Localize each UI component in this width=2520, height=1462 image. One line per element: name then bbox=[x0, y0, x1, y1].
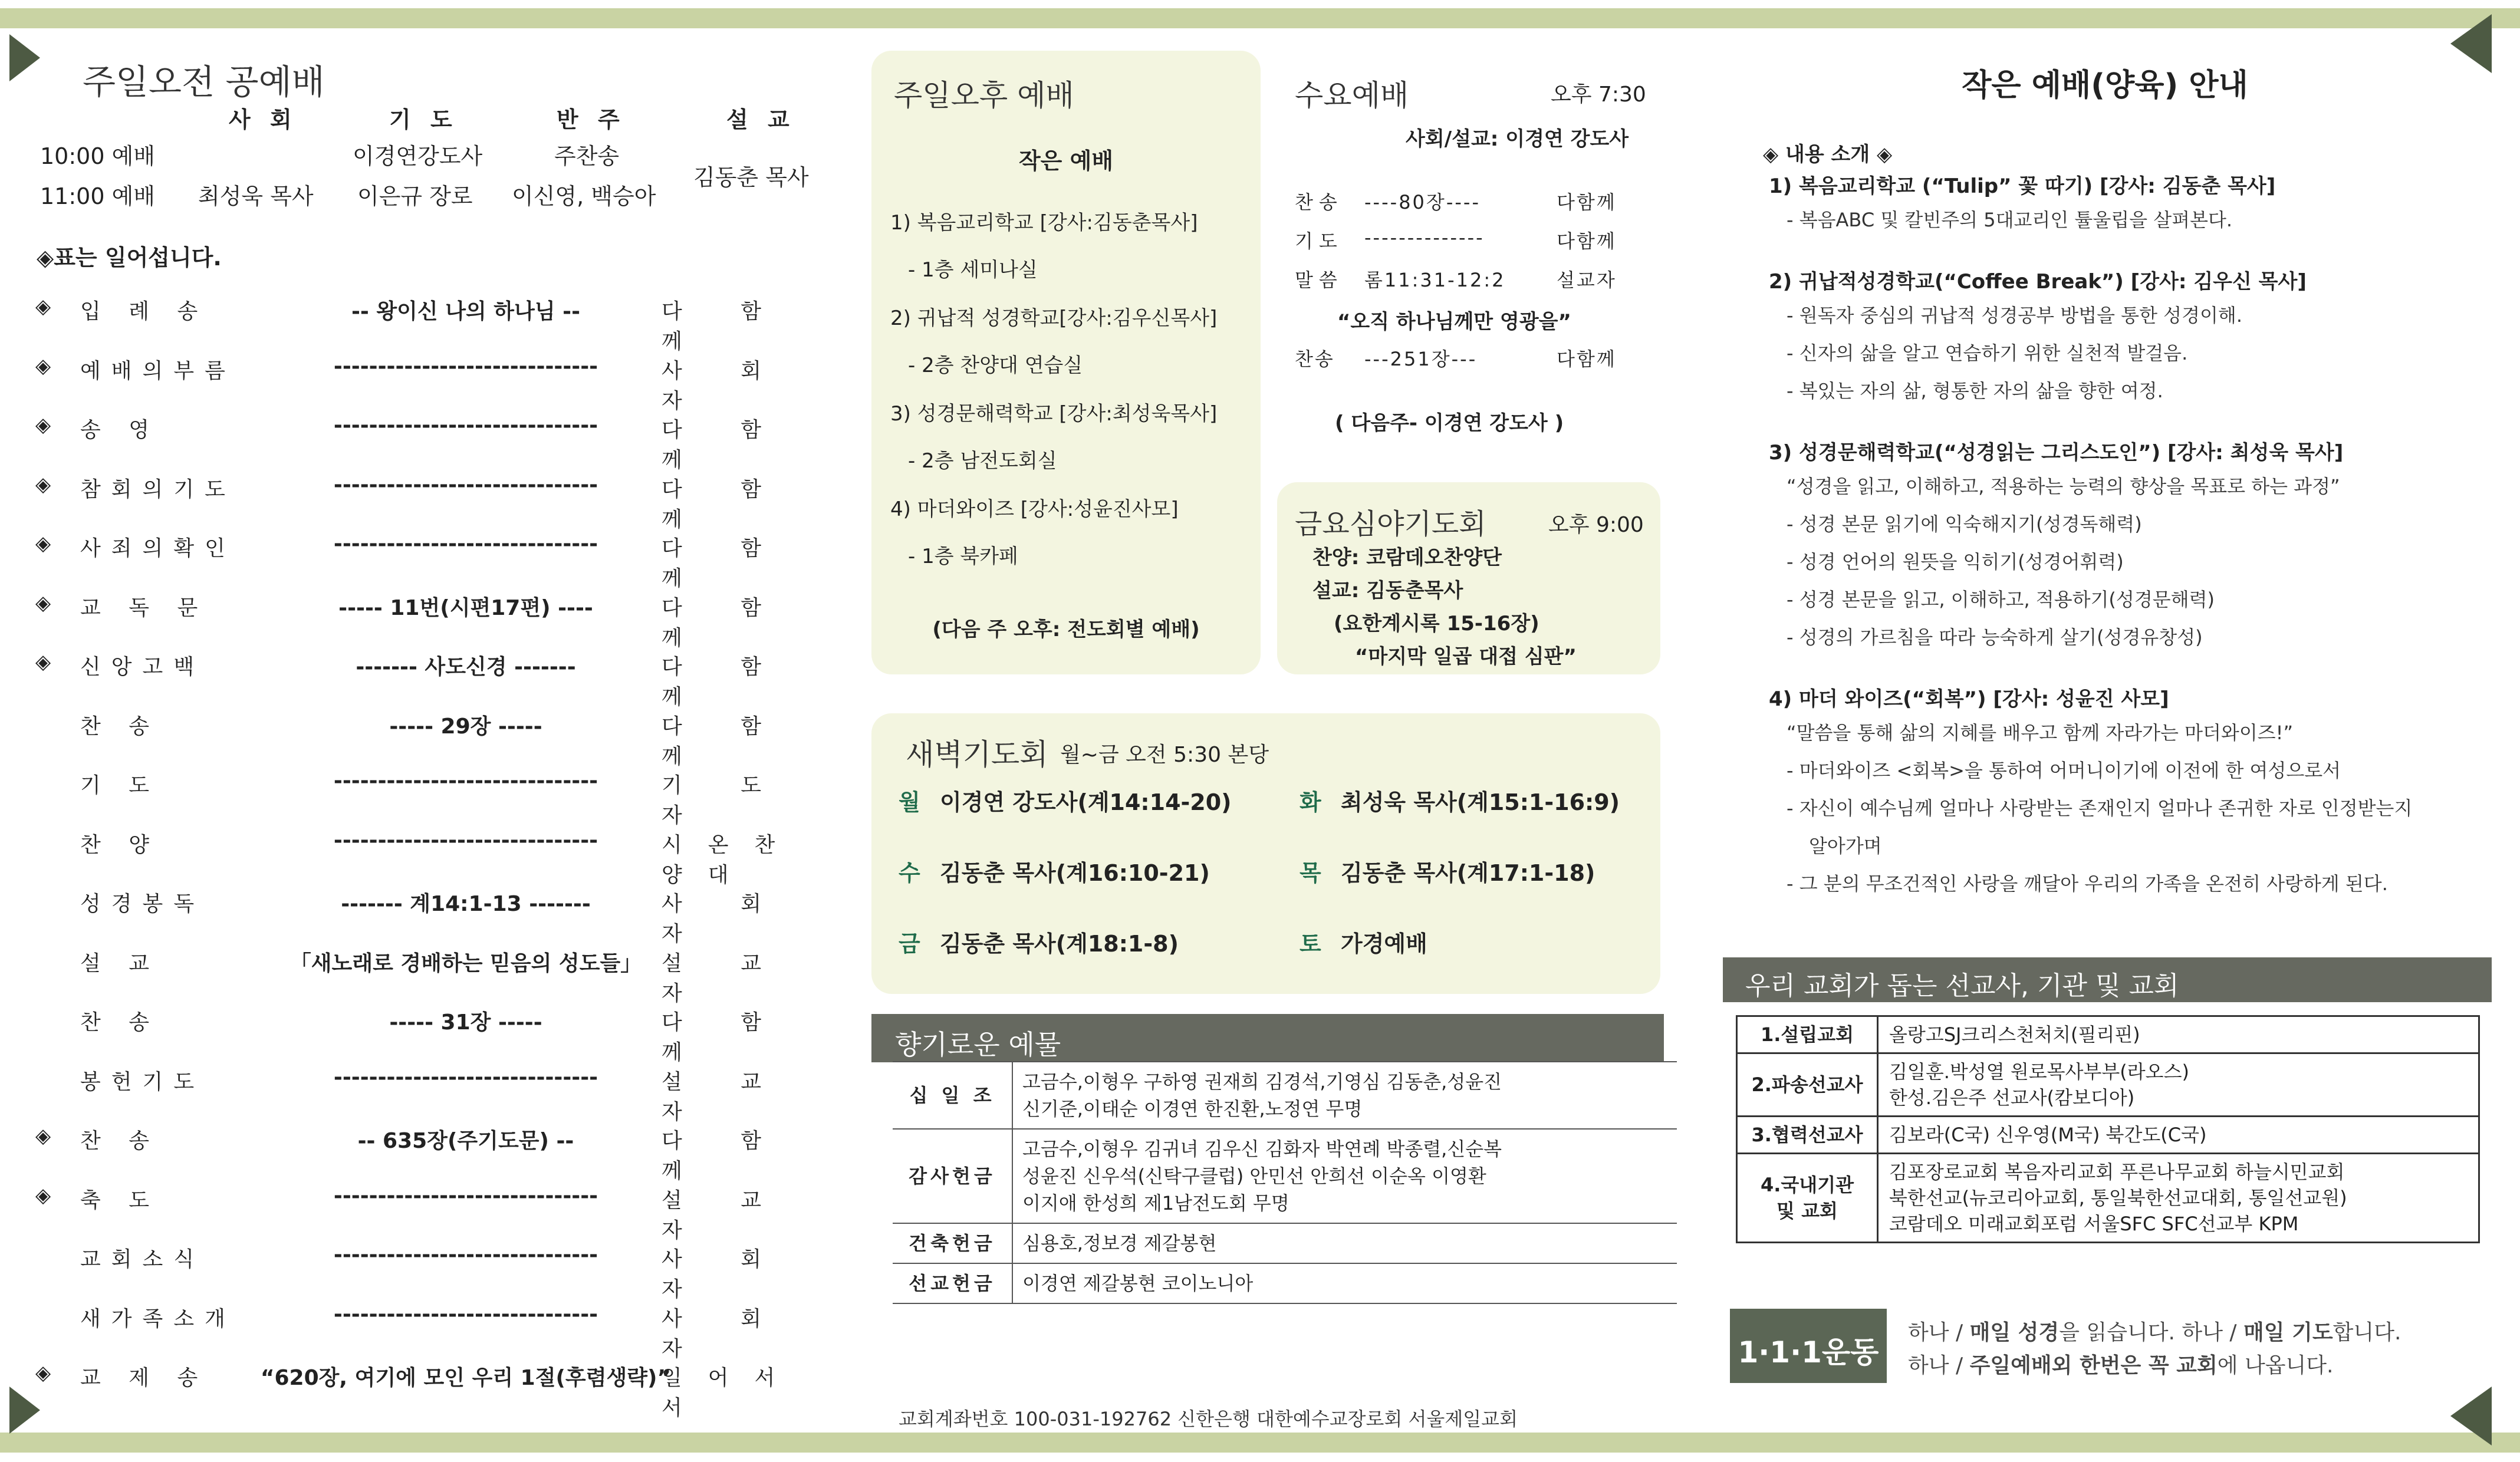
worship-detail: “620장, 여기에 모인 우리 1절(후렴생략)” bbox=[260, 1366, 672, 1390]
row2-prayer: 이은규 장로 bbox=[357, 183, 473, 209]
standing-mark: ◈ bbox=[35, 591, 51, 615]
worship-detail: ----- 31장 ----- bbox=[389, 1010, 542, 1035]
dawn-day: 목 bbox=[1300, 860, 1321, 886]
worship-row bbox=[35, 1361, 825, 1420]
worship-participant: 다 함 께 bbox=[662, 536, 787, 591]
offering-name-line: 성윤진 신우석(신탁구클럽) 안민선 안희선 이순옥 이영환 bbox=[1022, 1165, 1486, 1187]
missions-label: 4.국내기관 및 교회 bbox=[1737, 1154, 1878, 1243]
section-line: - 성경 언어의 원뜻을 익히기(성경어휘력) bbox=[1787, 551, 2124, 573]
worship-participant: 다 함 께 bbox=[662, 299, 787, 354]
worship-participant: 다 함 께 bbox=[662, 1129, 787, 1183]
offering-row bbox=[893, 1129, 1677, 1223]
movement-l1-a: 하나 / bbox=[1908, 1321, 1970, 1345]
standing-mark: ◈ bbox=[35, 1183, 51, 1207]
wed-row-mid: 롬11:31-12:2 bbox=[1364, 269, 1506, 291]
standing-mark: ◈ bbox=[35, 650, 51, 674]
section-line: - 성경 본문 읽기에 익숙해지기(성경독해력) bbox=[1787, 513, 2142, 535]
offering-name-line: 고금수,이형우 김귀녀 김우신 김화자 박연례 박종렬,신순복 bbox=[1022, 1138, 1502, 1160]
wednesday-time: 오후 7:30 bbox=[1551, 83, 1646, 107]
worship-participant: 시온찬양대 bbox=[662, 832, 801, 887]
worship-row bbox=[35, 828, 825, 887]
friday-line-3: (요한계시록 15-16장) bbox=[1334, 612, 1539, 635]
dawn-preacher: 가경예배 bbox=[1341, 931, 1427, 957]
missions-row bbox=[1737, 1117, 2479, 1154]
account-info: 교회계좌번호 100-031-192762 신한은행 대한예수교장로회 서울제일교회 bbox=[899, 1408, 1518, 1430]
worship-row bbox=[35, 532, 825, 591]
bottom-border-band bbox=[0, 1433, 2520, 1453]
worship-row bbox=[35, 354, 825, 413]
offering-names bbox=[1012, 1062, 1677, 1129]
offering-label: 건축헌금 bbox=[893, 1223, 1012, 1263]
worship-item: 신앙고백 bbox=[80, 655, 205, 679]
worship-row bbox=[35, 887, 825, 946]
worship-row bbox=[35, 591, 825, 650]
dawn-preacher: 최성욱 목사(계15:1-16:9) bbox=[1341, 789, 1620, 815]
worship-row bbox=[35, 710, 825, 769]
movement-l2-b: 주일예배외 한번은 꼭 교회 bbox=[1969, 1354, 2218, 1378]
header-accompanist: 반 주 bbox=[557, 107, 626, 133]
worship-detail: ------- 사도신경 ------- bbox=[356, 655, 576, 679]
wednesday-sermon-title: “오직 하나님께만 영광을” bbox=[1337, 310, 1571, 334]
dawn-preacher: 김동춘 목사(계17:1-18) bbox=[1341, 860, 1595, 886]
section-heading: 4) 마더 와이즈(“회복”) [강사: 성윤진 사모] bbox=[1769, 687, 2169, 711]
worship-participant: 일어서서 bbox=[662, 1366, 801, 1420]
worship-item: 축 도 bbox=[80, 1188, 160, 1213]
dawn-preacher: 김동춘 목사(계18:1-8) bbox=[940, 931, 1179, 957]
worship-row bbox=[35, 1183, 825, 1243]
worship-detail: ------------------------------ bbox=[333, 472, 598, 497]
worship-detail: ------------------------------ bbox=[333, 769, 598, 793]
missions-names bbox=[1878, 1016, 2479, 1053]
worship-detail: ------------------------------ bbox=[333, 1065, 598, 1089]
movement-l2-a: 하나 / bbox=[1908, 1354, 1970, 1378]
missions-name-line: 김포장로교회 복음자리교회 푸른나무교회 하늘시민교회 bbox=[1889, 1161, 2345, 1183]
worship-item: 입 례 송 bbox=[80, 299, 209, 324]
dawn-day: 금 bbox=[899, 931, 920, 957]
worship-detail: ------------------------------ bbox=[333, 413, 598, 437]
section-heading: 1) 복음교리학교 (“Tulip” 꽃 따기) [강사: 김동춘 목사] bbox=[1769, 174, 2276, 198]
standing-mark: ◈ bbox=[35, 1124, 51, 1148]
section-heading: 3) 성경문해력학교(“성경읽는 그리스도인”) [강사: 최성욱 목사] bbox=[1769, 441, 2344, 465]
worship-item: 찬 송 bbox=[80, 1010, 160, 1035]
row1-accompanist: 주찬송 bbox=[554, 143, 620, 169]
missions-name-line: 한성.김은주 선교사(캄보디아) bbox=[1889, 1086, 2135, 1109]
section-line: - 원독자 중심의 귀납적 성경공부 방법을 통한 성경이해. bbox=[1787, 304, 2242, 327]
sunday-pm-subtitle: 작은 예배 bbox=[1018, 148, 1114, 174]
section-line: - 그 분의 무조건적인 사랑을 깨달아 우리의 가족을 온전히 사랑하게 된다. bbox=[1787, 872, 2388, 895]
wed-row-mid: ----80장---- bbox=[1364, 191, 1481, 213]
missions-names bbox=[1878, 1117, 2479, 1154]
worship-row bbox=[35, 1006, 825, 1065]
worship-participant: 설 교 자 bbox=[662, 951, 787, 1006]
worship-detail: -- 635장(주기도문) -- bbox=[357, 1129, 574, 1153]
dawn-day: 화 bbox=[1300, 789, 1321, 815]
movement-line-1 bbox=[1908, 1316, 2401, 1346]
offering-table bbox=[893, 1061, 1677, 1304]
worship-detail: ----- 11번(시편17편) ---- bbox=[338, 595, 593, 620]
worship-item: 기 도 bbox=[80, 773, 160, 798]
worship-row bbox=[35, 472, 825, 532]
worship-participant: 설 교 자 bbox=[662, 1069, 787, 1124]
worship-row bbox=[35, 295, 825, 354]
worship-detail: ------------------------------ bbox=[333, 1302, 598, 1326]
missions-name-line: 북한선교(뉴코리아교회, 통일북한선교대회, 통일선교원) bbox=[1889, 1187, 2347, 1209]
corner-ornament-bottom-right bbox=[2450, 1387, 2492, 1445]
offering-row bbox=[893, 1223, 1677, 1263]
worship-participant: 기 도 자 bbox=[662, 773, 787, 828]
worship-item: 참회의기도 bbox=[80, 477, 236, 502]
missions-names bbox=[1878, 1053, 2479, 1117]
dawn-day: 수 bbox=[899, 860, 920, 886]
pm-item-2-room: - 2층 찬양대 연습실 bbox=[908, 354, 1083, 377]
section-line: - 자신이 예수님께 얼마나 사랑받는 존재인지 얼마나 존귀한 자로 인정받는지 bbox=[1787, 797, 2413, 819]
worship-item: 찬 송 bbox=[80, 714, 160, 739]
friday-line-4: “마지막 일곱 대접 심판” bbox=[1355, 645, 1577, 669]
worship-item: 교회소식 bbox=[80, 1247, 205, 1272]
worship-item: 교 제 송 bbox=[80, 1366, 209, 1390]
wed-row-mid: -------------- bbox=[1364, 226, 1485, 249]
sunday-pm-title: 주일오후 예배 bbox=[894, 78, 1074, 113]
wed-row-who: 다함께 bbox=[1557, 230, 1617, 252]
service-time-1100: 11:00 예배 bbox=[40, 183, 156, 209]
standing-note: ◈표는 일어섭니다. bbox=[37, 245, 222, 271]
dawn-time: 월~금 오전 5:30 본당 bbox=[1060, 743, 1269, 767]
worship-detail: ----- 29장 ----- bbox=[389, 714, 542, 739]
standing-mark: ◈ bbox=[35, 413, 51, 437]
header-prayer: 기 도 bbox=[389, 107, 458, 133]
worship-row bbox=[35, 650, 825, 709]
wed-row-who: 다함께 bbox=[1557, 191, 1617, 213]
movement-l1-c: 을 읽습니다. 하나 / bbox=[2059, 1321, 2243, 1345]
worship-row bbox=[35, 413, 825, 472]
pm-item-1-room: - 1층 세미나실 bbox=[908, 258, 1038, 282]
movement-l2-c: 에 나옵니다. bbox=[2217, 1354, 2334, 1378]
missions-label: 2.파송선교사 bbox=[1737, 1053, 1878, 1117]
worship-detail: ------------------------------ bbox=[333, 354, 598, 378]
offering-name-line: 이경연 제갈봉현 코이노니아 bbox=[1022, 1272, 1254, 1295]
friday-line-1: 찬양: 코람데오찬양단 bbox=[1312, 546, 1502, 569]
movement-line-2 bbox=[1908, 1349, 2334, 1379]
wednesday-closing-mid: ---251장--- bbox=[1364, 348, 1478, 370]
offering-label: 십 일 조 bbox=[893, 1062, 1012, 1129]
offering-label: 감사헌금 bbox=[893, 1129, 1012, 1223]
worship-row bbox=[35, 1124, 825, 1183]
offering-names bbox=[1012, 1129, 1677, 1223]
offering-row bbox=[893, 1263, 1677, 1303]
worship-item: 사죄의확인 bbox=[80, 536, 236, 561]
worship-detail: ------------------------------ bbox=[333, 1243, 598, 1267]
offering-label: 선교헌금 bbox=[893, 1263, 1012, 1303]
dawn-preacher: 이경연 강도사(계14:14-20) bbox=[940, 789, 1232, 815]
preacher-name: 김동춘 목사 bbox=[693, 164, 809, 190]
pm-next-week: (다음 주 오후: 전도회별 예배) bbox=[932, 618, 1200, 641]
missions-label: 3.협력선교사 bbox=[1737, 1117, 1878, 1154]
worship-participant: 다 함 께 bbox=[662, 477, 787, 532]
worship-participant: 사 회 자 bbox=[662, 892, 787, 946]
missions-row bbox=[1737, 1053, 2479, 1117]
dawn-day: 월 bbox=[899, 789, 920, 815]
section-line: “말씀을 통해 삶의 지혜를 배우고 함께 자라가는 마더와이즈!” bbox=[1787, 722, 2294, 744]
offering-name-line: 신기준,이태순 이경연 한진환,노정연 무명 bbox=[1022, 1098, 1363, 1120]
worship-participant: 다 함 께 bbox=[662, 1010, 787, 1065]
wednesday-closing-who: 다함께 bbox=[1557, 348, 1617, 370]
service-time-1000: 10:00 예배 bbox=[40, 143, 156, 169]
top-border-band bbox=[0, 8, 2520, 28]
worship-detail: ------------------------------ bbox=[333, 1183, 598, 1208]
standing-mark: ◈ bbox=[35, 1361, 51, 1385]
row1-prayer: 이경연강도사 bbox=[353, 143, 483, 169]
section-line: - 신자의 삶을 알고 연습하기 위한 실천적 발걸음. bbox=[1787, 342, 2188, 364]
standing-mark: ◈ bbox=[35, 354, 51, 378]
section-heading: 2) 귀납적성경학교(“Coffee Break”) [강사: 김우신 목사] bbox=[1769, 270, 2307, 294]
worship-item: 찬 양 bbox=[80, 832, 160, 857]
missions-table bbox=[1736, 1015, 2480, 1243]
missions-title: 우리 교회가 돕는 선교사, 기관 및 교회 bbox=[1745, 971, 2179, 1001]
standing-mark: ◈ bbox=[35, 295, 51, 318]
friday-title: 금요심야기도회 bbox=[1295, 508, 1486, 541]
pm-item-1: 1) 복음교리학교 [강사:김동춘목사] bbox=[890, 211, 1198, 235]
wednesday-title: 수요예배 bbox=[1295, 78, 1409, 113]
dawn-preacher: 김동춘 목사(계16:10-21) bbox=[940, 860, 1210, 886]
wednesday-closing-label: 찬송 bbox=[1295, 348, 1335, 370]
missions-names bbox=[1878, 1154, 2479, 1243]
worship-participant: 다 함 께 bbox=[662, 655, 787, 709]
worship-item: 송 영 bbox=[80, 418, 160, 442]
dawn-day: 토 bbox=[1300, 931, 1321, 957]
content-intro: ◈ 내용 소개 ◈ bbox=[1763, 143, 1893, 166]
sunday-am-title: 주일오전 공예배 bbox=[83, 62, 325, 102]
section-line: - 성경 본문을 읽고, 이해하고, 적용하기(성경문해력) bbox=[1787, 588, 2215, 611]
section-line: - 마더와이즈 <회복>을 통하여 어머니이기에 이전에 한 여성으로서 bbox=[1787, 759, 2341, 782]
wednesday-next: ( 다음주- 이경연 강도사 ) bbox=[1335, 411, 1564, 435]
friday-time: 오후 9:00 bbox=[1548, 513, 1644, 537]
wednesday-leader: 사회/설교: 이경연 강도사 bbox=[1406, 127, 1629, 151]
worship-item: 예배의부름 bbox=[80, 358, 236, 383]
worship-row bbox=[35, 1065, 825, 1124]
wed-row-label: 말씀 bbox=[1295, 269, 1343, 291]
missions-name-line: 김보라(C국) 신우영(M국) 북간도(C국) bbox=[1889, 1124, 2207, 1146]
movement-l1-e: 합니다. bbox=[2333, 1321, 2401, 1345]
missions-name-line: 올랑고SJ크리스천처치(필리핀) bbox=[1889, 1023, 2140, 1046]
worship-row bbox=[35, 947, 825, 1006]
missions-name-line: 김일훈.박성열 원로목사부부(라오스) bbox=[1889, 1061, 2189, 1083]
worship-participant: 사 회 자 bbox=[662, 358, 787, 413]
worship-item: 찬 송 bbox=[80, 1129, 160, 1153]
pm-item-2: 2) 귀납적 성경학교[강사:김우신목사] bbox=[890, 307, 1218, 330]
worship-detail: -- 왕이신 나의 하나님 -- bbox=[351, 299, 581, 324]
row2-leader: 최성욱 목사 bbox=[198, 183, 314, 209]
worship-detail: ------------------------------ bbox=[333, 532, 598, 556]
pm-item-4: 4) 마더와이즈 [강사:성윤진사모] bbox=[890, 498, 1179, 521]
pm-item-4-room: - 1층 북카페 bbox=[908, 545, 1018, 568]
worship-participant: 다 함 께 bbox=[662, 714, 787, 769]
worship-item: 교 독 문 bbox=[80, 595, 209, 620]
offering-names bbox=[1012, 1223, 1677, 1263]
offering-title: 향기로운 예물 bbox=[895, 1029, 1061, 1061]
worship-detail: ------------------------------ bbox=[333, 828, 598, 852]
worship-detail: ------- 계14:1-13 ------- bbox=[341, 892, 591, 916]
section-line: - 복음ABC 및 칼빈주의 5대교리인 튤울립을 살펴본다. bbox=[1787, 209, 2233, 231]
movement-l1-d: 매일 기도 bbox=[2243, 1321, 2333, 1345]
pm-item-3-room: - 2층 남전도회실 bbox=[908, 449, 1057, 473]
offering-names bbox=[1012, 1263, 1677, 1303]
worship-participant: 다 함 께 bbox=[662, 418, 787, 472]
section-line: “성경을 읽고, 이해하고, 적용하는 능력의 향상을 목표로 하는 과정” bbox=[1787, 475, 2340, 498]
missions-label: 1.설립교회 bbox=[1737, 1016, 1878, 1053]
worship-detail: 「새노래로 경배하는 믿음의 성도들」 bbox=[289, 951, 642, 976]
offering-name-line: 심용호,정보경 제갈봉현 bbox=[1022, 1232, 1217, 1254]
wed-row-label: 찬송 bbox=[1295, 191, 1343, 213]
worship-participant: 다 함 께 bbox=[662, 595, 787, 650]
worship-row bbox=[35, 769, 825, 828]
standing-mark: ◈ bbox=[35, 532, 51, 555]
movement-l1-b: 매일 성경 bbox=[1969, 1321, 2060, 1345]
section-line: - 성경의 가르침을 따라 능숙하게 살기(성경유창성) bbox=[1787, 626, 2203, 648]
section-line: - 복있는 자의 삶, 형통한 자의 삶을 향한 여정. bbox=[1787, 380, 2163, 402]
offering-name-line: 이지애 한성희 제1남전도회 무명 bbox=[1022, 1192, 1289, 1214]
worship-participant: 사 회 자 bbox=[662, 1306, 787, 1361]
offering-row bbox=[893, 1062, 1677, 1129]
wed-row-who: 설교자 bbox=[1557, 269, 1617, 291]
small-worship-title: 작은 예배(양육) 안내 bbox=[1962, 68, 2248, 103]
row2-accompanist: 이신영, 백승아 bbox=[512, 183, 656, 209]
header-preacher: 설 교 bbox=[726, 107, 795, 133]
worship-row bbox=[35, 1302, 825, 1361]
wed-row-label: 기도 bbox=[1295, 230, 1343, 252]
header-leader: 사 회 bbox=[229, 107, 298, 133]
section-line: 알아가며 bbox=[1809, 835, 1882, 857]
missions-row bbox=[1737, 1154, 2479, 1243]
worship-row bbox=[35, 1243, 825, 1302]
worship-item: 새가족소개 bbox=[80, 1306, 236, 1331]
pm-item-3: 3) 성경문해력학교 [강사:최성욱목사] bbox=[890, 402, 1218, 426]
worship-item: 봉헌기도 bbox=[80, 1069, 205, 1094]
worship-item: 성경봉독 bbox=[80, 892, 205, 916]
friday-line-2: 설교: 김동춘목사 bbox=[1312, 579, 1463, 602]
offering-name-line: 고금수,이형우 구하영 권재희 김경석,기영심 김동춘,성윤진 bbox=[1022, 1071, 1502, 1093]
dawn-title: 새벽기도회 bbox=[906, 737, 1048, 772]
worship-item: 설 교 bbox=[80, 951, 160, 976]
missions-name-line: 코람데오 미래교회포럼 서울SFC SFC선교부 KPM bbox=[1889, 1213, 2299, 1235]
movement-badge: 1·1·1운동 bbox=[1738, 1335, 1879, 1369]
standing-mark: ◈ bbox=[35, 472, 51, 496]
missions-row bbox=[1737, 1016, 2479, 1053]
worship-participant: 사 회 자 bbox=[662, 1247, 787, 1302]
worship-participant: 설 교 자 bbox=[662, 1188, 787, 1243]
corner-ornament-top-left bbox=[9, 34, 40, 81]
